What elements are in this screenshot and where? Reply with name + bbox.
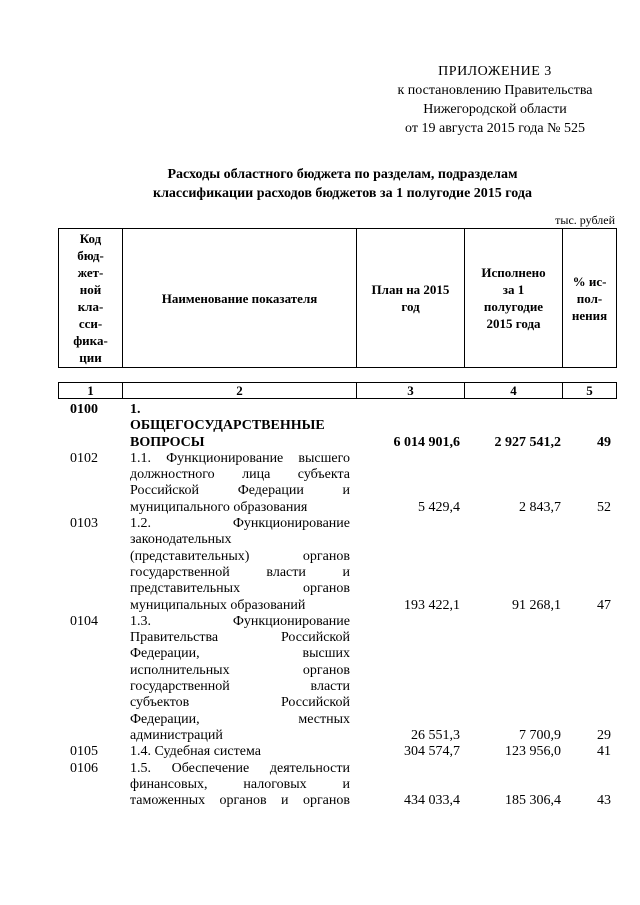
row-code: 0102 bbox=[70, 450, 98, 466]
row-exec: 185 306,4 bbox=[505, 793, 561, 809]
row-code: 0103 bbox=[70, 516, 98, 532]
document-title bbox=[90, 165, 595, 203]
table-row bbox=[58, 761, 616, 810]
table-row bbox=[58, 451, 616, 516]
column-number: 2 bbox=[123, 383, 357, 399]
column-number: 1 bbox=[59, 383, 123, 399]
row-plan: 304 574,7 bbox=[404, 744, 460, 760]
header-pct: % ис- пол- нения bbox=[563, 229, 617, 368]
title-line: классификации расходов бюджетов за 1 полугодие 2015 года bbox=[153, 186, 532, 201]
header-name: Наименование показателя bbox=[123, 229, 357, 368]
row-code: 0105 bbox=[70, 744, 98, 760]
column-number: 5 bbox=[563, 383, 617, 399]
appendix-date: от 19 августа 2015 года № 525 bbox=[405, 121, 585, 136]
row-plan: 193 422,1 bbox=[404, 597, 460, 613]
row-code: 0100 bbox=[70, 402, 98, 417]
table-row bbox=[58, 402, 616, 451]
table-row bbox=[58, 516, 616, 614]
row-plan: 26 551,3 bbox=[411, 727, 460, 743]
row-pct: 47 bbox=[597, 597, 611, 613]
appendix-header bbox=[380, 62, 610, 138]
row-pct: 49 bbox=[597, 434, 611, 450]
row-name: 1.5. Обеспечение деятельности финансовых, налоговых и таможенных органов и органов bbox=[130, 760, 350, 809]
row-exec: 123 956,0 bbox=[505, 744, 561, 760]
row-name: 1.3. Функционирование Правительства Российской Федерации, высших исполнительных органов государственной власти субъектов Российской Федерации, местных администраций bbox=[130, 613, 350, 743]
column-number: 3 bbox=[357, 383, 465, 399]
column-numbers bbox=[58, 382, 617, 399]
row-pct: 52 bbox=[597, 499, 611, 515]
row-exec: 2 843,7 bbox=[519, 499, 561, 515]
appendix-line: к постановлению Правительства bbox=[397, 83, 593, 98]
row-plan: 434 033,4 bbox=[404, 793, 460, 809]
units-label: тыс. рублей bbox=[555, 213, 615, 227]
row-plan: 6 014 901,6 bbox=[393, 434, 460, 450]
table-body bbox=[58, 402, 616, 809]
row-code: 0106 bbox=[70, 760, 98, 776]
row-pct: 29 bbox=[597, 727, 611, 743]
row-exec: 2 927 541,2 bbox=[494, 434, 561, 450]
table-row bbox=[58, 744, 616, 760]
row-plan: 5 429,4 bbox=[418, 499, 460, 515]
table-row bbox=[58, 614, 616, 744]
row-name: 1.2. Функционирование законодательных (представительных) органов государственной власти и представительных органов муниципальных образований bbox=[130, 516, 350, 613]
row-code: 0104 bbox=[70, 613, 98, 629]
column-number: 4 bbox=[465, 383, 563, 399]
row-name: 1.1. Функционирование высшего должностного лица субъекта Российской Федерации и муниципального образования bbox=[130, 450, 350, 515]
row-pct: 41 bbox=[597, 744, 611, 760]
row-exec: 7 700,9 bbox=[519, 727, 561, 743]
row-name: 1. ОБЩЕГОСУДАРСТВЕННЫЕ ВОПРОСЫ bbox=[130, 402, 325, 450]
row-pct: 43 bbox=[597, 793, 611, 809]
header-plan: План на 2015 год bbox=[357, 229, 465, 368]
row-exec: 91 268,1 bbox=[512, 597, 561, 613]
title-line: Расходы областного бюджета по разделам, подразделам bbox=[167, 167, 518, 182]
row-name: 1.4. Судебная система bbox=[130, 744, 261, 760]
header-code: Код бюд- жет- ной кла- сси- фика- ции bbox=[59, 229, 123, 368]
appendix-line: Нижегородской области bbox=[423, 102, 567, 117]
table-header bbox=[58, 228, 617, 368]
header-exec: Исполнено за 1 полугодие 2015 года bbox=[465, 229, 563, 368]
appendix-title: ПРИЛОЖЕНИЕ 3 bbox=[438, 64, 552, 79]
